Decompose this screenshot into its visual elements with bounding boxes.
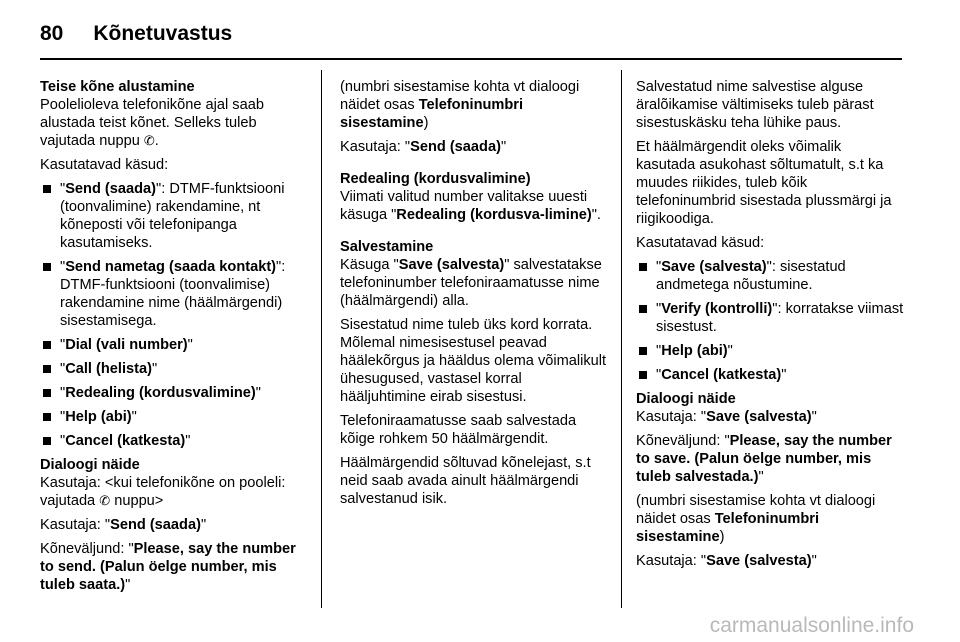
- phone-call-icon: ✆: [143, 133, 155, 148]
- dialog-line: (numbri sisestamise kohta vt dialoogi näidet osas Telefoninumbri sisestamine): [636, 493, 876, 545]
- phone-call-icon: ✆: [99, 493, 111, 508]
- list-item: "Help (abi)": [40, 408, 312, 426]
- dialog-heading: Dialoogi näide: [40, 457, 140, 473]
- dialog-line: Kasutaja: "Save (salvesta)": [636, 553, 817, 569]
- section-heading: Teise kõne alustamine: [40, 79, 195, 95]
- paragraph: Kasutaja: "Send (saada)": [340, 139, 507, 155]
- command-list: [636, 258, 904, 384]
- dialog-heading: Dialoogi näide: [636, 391, 736, 407]
- page-number: 80: [40, 22, 64, 45]
- list-item: "Save (salvesta)": sisestatud andmetega nõustumine.: [636, 258, 904, 294]
- dialog-line: Kõneväljund: "Please, say the number to send. (Palun öelge number, mis tuleb saata.)": [40, 541, 296, 593]
- list-item: "Verify (kontrolli)": korratakse viimast sisestust.: [636, 300, 904, 336]
- paragraph: Et häälmärgendit oleks võimalik kasutada asukohast sõltumatult, s.t ka muudes riikides, tuleb kõik telefoninumbrid sisestada plussmärgi ja riigikoodiga.: [636, 139, 892, 227]
- column-3: [636, 78, 904, 576]
- column-divider-2: [621, 70, 622, 608]
- list-item: "Call (helista)": [40, 360, 312, 378]
- paragraph: Häälmärgendid sõltuvad kõnelejast, s.t neid saab avada ainult häälmärgendi salvestanud isik.: [340, 455, 591, 507]
- paragraph: Käsuga "Save (salvesta)" salvestatakse telefoninumber telefoniraamatusse nime (häälmärgendi) alla.: [340, 257, 602, 309]
- paragraph: Telefoniraamatusse saab salvestada kõige rohkem 50 häälmärgendit.: [340, 413, 577, 447]
- section-heading: Salvestamine: [340, 239, 434, 255]
- paragraph: Poolelioleva telefonikõne ajal saab alustada teist kõnet. Selleks tuleb vajutada nuppu ✆.: [40, 97, 264, 149]
- command-list: [40, 180, 312, 450]
- header-divider: [40, 58, 902, 60]
- paragraph: (numbri sisestamise kohta vt dialoogi näidet osas Telefoninumbri sisestamine): [340, 79, 580, 131]
- page-title: Kõnetuvastus: [93, 22, 233, 45]
- list-item: "Help (abi)": [636, 342, 904, 360]
- list-item: "Send nametag (saada kontakt)": DTMF-funktsiooni (toonvalimise) rakendamine nime (häälmärgendi) sisestamisega.: [40, 258, 312, 330]
- dialog-line: Kõneväljund: "Please, say the number to save. (Palun öelge number, mis tuleb salvestada.)": [636, 433, 892, 485]
- list-item: "Send (saada)": DTMF-funktsiooni (toonvalimine) rakendamine, nt kõneposti või telefonipanga kasutamiseks.: [40, 180, 312, 252]
- commands-label: Kasutatavad käsud:: [40, 157, 169, 173]
- paragraph: Sisestatud nime tuleb üks kord korrata. Mõlemal nimesisestusel peavad häälekõrgus ja hääldus olema võimalikult ühesugused, vastasel korral hääljuhtimine eirab sisestusi.: [340, 317, 607, 405]
- page-header: [40, 14, 232, 54]
- watermark: carmanualsonline.info: [709, 614, 914, 637]
- column-divider-1: [321, 70, 322, 608]
- section-heading: Redealing (kordusvalimine): [340, 171, 531, 187]
- list-item: "Cancel (katkesta)": [636, 366, 904, 384]
- list-item: "Redealing (kordusvalimine)": [40, 384, 312, 402]
- dialog-line: Kasutaja: "Save (salvesta)": [636, 409, 817, 425]
- commands-label: Kasutatavad käsud:: [636, 235, 765, 251]
- dialog-line: Kasutaja: <kui telefonikõne on pooleli: vajutada ✆ nuppu>: [40, 475, 286, 509]
- list-item: "Dial (vali number)": [40, 336, 312, 354]
- list-item: "Cancel (katkesta)": [40, 432, 312, 450]
- paragraph: Viimati valitud number valitakse uuesti käsuga "Redealing (kordusva-limine)".: [340, 189, 601, 223]
- column-1: [40, 78, 312, 600]
- column-2: [340, 78, 608, 514]
- dialog-line: Kasutaja: "Send (saada)": [40, 517, 207, 533]
- paragraph: Salvestatud nime salvestise alguse äralõikamise vältimiseks tuleb pärast sisestuskäsku teha lühike paus.: [636, 79, 874, 131]
